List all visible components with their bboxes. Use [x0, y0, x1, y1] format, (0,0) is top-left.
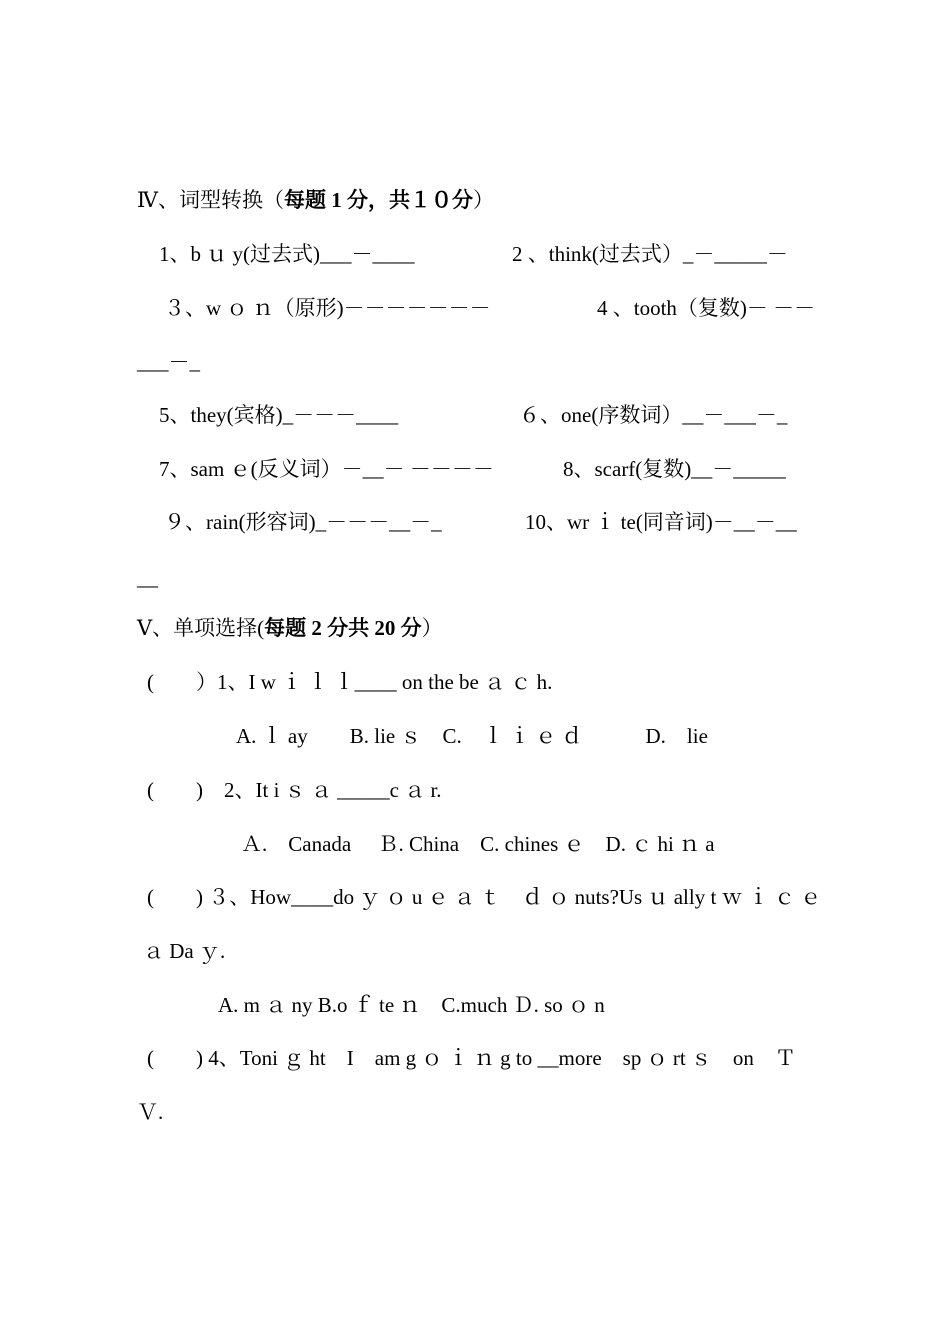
- question-3-continued: ａ Da ｙ.: [143, 939, 226, 963]
- word-form-item-6: ６、one(序数词）__－___－_: [519, 403, 788, 427]
- word-form-item-1: 1、b ｕ y(过去式)___－____: [159, 242, 415, 266]
- question-4-continued: Ｖ.: [137, 1100, 164, 1124]
- word-form-item-4: 4 、tooth（复数)－ －－: [597, 296, 816, 320]
- section-4-heading: [137, 186, 494, 214]
- question-2-options: Ａ. Canada Ｂ. China C. chines ｅ D. ｃ hi ｎ a: [241, 832, 715, 856]
- question-1: ( ）1、I w ｉ ｌ ｌ____ on the be ａ ｃ h.: [147, 670, 553, 694]
- question-2: ( ) 2、It i ｓ ａ _____c ａ r.: [147, 778, 442, 802]
- section-4-heading-bold: 每题 1 分，共１０分: [283, 188, 473, 212]
- word-form-item-10: 10、wr ｉ te(同音词)－__－__: [525, 510, 797, 534]
- question-1-options: A. ｌ ay B. lie ｓ C. ｌ ｉ ｅ ｄ D. lie: [236, 724, 708, 748]
- section-5-heading: [137, 614, 443, 642]
- word-form-item-3: ３、w ｏ ｎ（原形)－－－－－－－: [164, 296, 491, 320]
- section-4-heading-suffix: ）: [472, 188, 494, 212]
- word-form-item-8: 8、scarf(复数)__－_____: [563, 457, 786, 481]
- word-form-item-9: ９、rain(形容词)_－－－__－_: [164, 510, 442, 534]
- section-5-heading-suffix: ）: [421, 616, 443, 640]
- word-form-item-4-continued: ___－_: [137, 350, 200, 374]
- word-form-item-5: 5、they(宾格)_－－－____: [159, 403, 399, 427]
- section-5-heading-prefix: Ⅴ、单项选择(: [137, 616, 265, 640]
- section-4-heading-prefix: Ⅳ、词型转换（: [137, 188, 284, 212]
- section-5-heading-bold: 每题 2 分共 20 分: [264, 616, 422, 640]
- word-form-item-10-continued: __: [137, 566, 158, 590]
- question-3: ( ) ３、How____do ｙ ｏ u ｅ ａ ｔ ｄ ｏ nuts?Us ｕ ally t ｗ ｉ ｃ ｅ: [147, 885, 822, 909]
- word-form-item-7: 7、sam ｅ(反义词）－__－ －－－－: [159, 457, 494, 481]
- question-3-options: A. m ａ ny B.o ｆ te ｎ C.much Ｄ. so ｏ n: [218, 993, 605, 1017]
- word-form-item-2: 2 、think(过去式）_－_____－: [512, 242, 788, 266]
- question-4: ( ) 4、Toni ｇ ht I am g ｏ ｉ ｎ g to __more sp ｏ rt ｓ on Ｔ: [147, 1046, 796, 1070]
